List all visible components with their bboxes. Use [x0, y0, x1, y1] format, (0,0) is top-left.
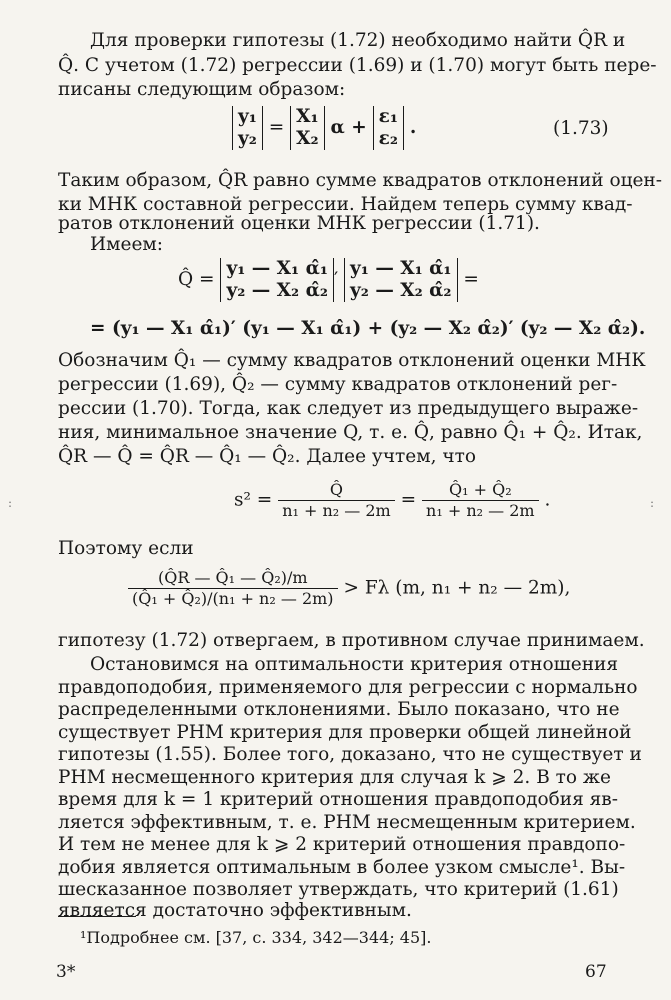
fraction-numerator: (Q̂R — Q̂₁ — Q̂₂)/m	[157, 568, 308, 587]
text-line: гипотезу (1.72) отвергаем, в противном случае принимаем.	[58, 630, 645, 651]
page-number: 67	[585, 962, 607, 982]
eq-cell: X₁	[296, 106, 319, 127]
fraction-denominator: n₁ + n₂ — 2m	[422, 500, 539, 521]
eq-cell: ε₁	[378, 106, 398, 127]
text-line: РНМ несмещенного критерия для случая k ⩾ 2. В то же	[58, 767, 611, 788]
fraction-denominator: (Q̂₁ + Q̂₂)/(n₁ + n₂ — 2m)	[128, 588, 338, 609]
equation-f-test	[128, 568, 570, 609]
fraction-numerator: Q̂	[329, 480, 344, 499]
eq-sign: =	[268, 117, 285, 138]
signature-mark: 3*	[56, 962, 76, 982]
equation-s2	[234, 480, 550, 521]
text-line: существует РНМ критерия для проверки общей линейной	[58, 722, 632, 743]
eq-cell: X₂	[296, 128, 319, 149]
text-line: Имеем:	[90, 234, 164, 255]
text-line: гипотезы (1.55). Более того, доказано, что не существует и	[58, 744, 642, 765]
text-line: Таким образом, Q̂R равно сумме квадратов отклонений оцен-	[58, 170, 663, 191]
fraction-denominator: n₁ + n₂ — 2m	[278, 500, 395, 521]
eq-cell: y₁ — X₁ α̂₁	[350, 258, 452, 279]
text-line: Остановимся на оптимальности критерия отношения	[90, 654, 619, 675]
eq-term: Q̂ =	[178, 269, 215, 290]
eq-cell: y₁ — X₁ α̂₁	[226, 258, 328, 279]
equation-number: (1.73)	[553, 118, 609, 139]
eq-cell: y₂	[238, 128, 257, 149]
fraction	[278, 480, 395, 521]
matrix-residual-1	[220, 258, 333, 302]
text-line: ния, минимальное значение Q, т. е. Q̂, равно Q̂₁ + Q̂₂. Итак,	[58, 422, 643, 443]
text-line: ратов отклонений оценки МНК регрессии (1.71).	[58, 213, 540, 234]
footnote-rule	[58, 916, 136, 917]
text-line: распределенными отклонениями. Было показано, что не	[58, 699, 620, 720]
text-line: Обозначим Q̂₁ — сумму квадратов отклонений оценки МНК	[58, 350, 646, 371]
eq-term: α +	[330, 117, 367, 138]
eq-prime: ′	[333, 269, 339, 290]
eq-sign: =	[463, 269, 479, 290]
text-line: Поэтому если	[58, 538, 194, 559]
text-line: писаны следующим образом:	[58, 79, 346, 100]
eq-dot: .	[409, 117, 417, 138]
footnote: ¹Подробнее см. [37, с. 334, 342—344; 45].	[80, 928, 432, 947]
eq-cell: ε₂	[378, 128, 398, 149]
text-line: добия является оптимальным в более узком смысле¹. Вы-	[58, 857, 626, 878]
text-line: Для проверки гипотезы (1.72) необходимо найти Q̂R и	[90, 30, 626, 51]
matrix-residual-2	[344, 258, 457, 302]
text-line: Q̂. С учетом (1.72) регрессии (1.69) и (1.70) могут быть пере-	[58, 55, 657, 76]
fraction-numerator: Q̂₁ + Q̂₂	[448, 480, 512, 499]
equation-1-73	[232, 106, 416, 150]
vector-y	[232, 106, 263, 150]
fraction	[422, 480, 539, 521]
eq-sign: =	[400, 489, 417, 511]
text-line: шесказанное позволяет утверждать, что критерий (1.61)	[58, 879, 619, 900]
margin-mark: :	[650, 496, 655, 510]
eq-cell: y₁	[238, 106, 257, 127]
text-line: правдоподобия, применяемого для регрессии с нормально	[58, 677, 638, 698]
vector-epsilon	[373, 106, 404, 150]
text-line: И тем не менее для k ⩾ 2 критерий отношения правдопо-	[58, 834, 626, 855]
fraction	[128, 568, 338, 609]
margin-mark: :	[8, 496, 13, 510]
text-line: рессии (1.70). Тогда, как следует из предыдущего выраже-	[58, 398, 639, 419]
equation-q-expansion: = (y₁ — X₁ α̂₁)′ (y₁ — X₁ α̂₁) + (y₂ — X₂ α̂₂)′ (y₂ — X₂ α̂₂).	[90, 318, 646, 339]
matrix-x	[290, 106, 324, 150]
eq-dot: .	[544, 489, 551, 511]
eq-term: s² =	[234, 489, 273, 511]
eq-term: > Fλ (m, n₁ + n₂ — 2m),	[343, 577, 571, 599]
eq-cell: y₂ — X₂ α̂₂	[350, 280, 452, 301]
equation-q	[178, 258, 479, 302]
text-line: время для k = 1 критерий отношения правдоподобия яв-	[58, 789, 618, 810]
text-line: регрессии (1.69), Q̂₂ — сумму квадратов отклонений рег-	[58, 374, 618, 395]
text-line: ляется эффективным, т. е. РНМ несмещенным критерием.	[58, 812, 636, 833]
text-line: ки МНК составной регрессии. Найдем теперь сумму квад-	[58, 194, 633, 215]
text-line: Q̂R — Q̂ = Q̂R — Q̂₁ — Q̂₂. Далее учтем, что	[58, 446, 476, 467]
text-line: является достаточно эффективным.	[58, 900, 412, 921]
eq-cell: y₂ — X₂ α̂₂	[226, 280, 328, 301]
